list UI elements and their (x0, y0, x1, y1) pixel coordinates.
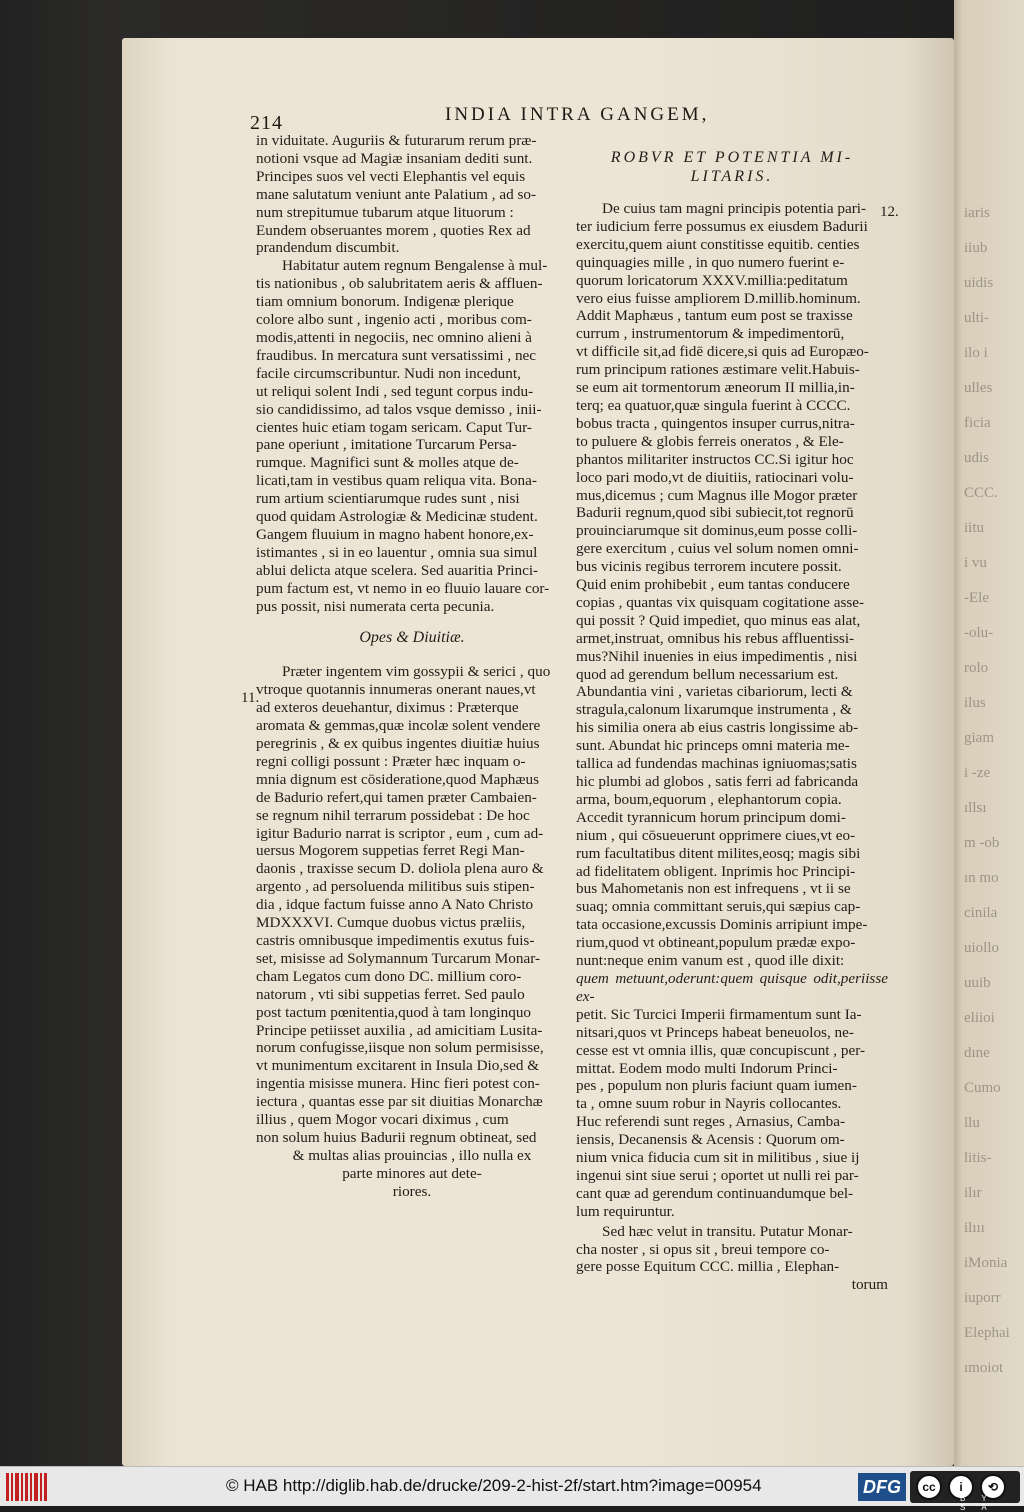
left-p3-line: cham Legatos cum dono DC. millium coro- (256, 967, 522, 985)
right-p1-line: bus vicinis regibus terrorem incutere possit. (576, 558, 842, 576)
adjacent-page-fragment: -olu- (964, 625, 994, 641)
adjacent-page-fragment: -Ele (964, 590, 989, 606)
page-number: 214 (250, 112, 283, 134)
adjacent-page-fragment: ulles (964, 380, 993, 396)
footer-copyright-link[interactable]: © HAB http://diglib.hab.de/drucke/209-2-hist-2f/start.htm?image=00954 (226, 1476, 762, 1495)
left-p2-line: Gangem fluuium in magno habent honore,ex- (256, 525, 534, 543)
right-p1-line: nium , qui cōsueuerunt opprimere ciues,vt eo- (576, 826, 856, 844)
left-p3-line: de Badurio refert,qui tamen præter Cambaien- (256, 788, 537, 806)
right-p1-line: mus,dicemus ; cum Magnus ille Mogor præter (576, 486, 858, 504)
left-p2-line: ablui delicta atque scelera. Sed auaritia Princi- (256, 561, 539, 579)
dfg-logo-icon[interactable]: DFG (858, 1473, 906, 1501)
right-p1-line: prouinciarumque sit dominus,eum posse colli- (576, 522, 858, 540)
left-p2-line: colore albo sunt , ingenio acti , moribus com- (256, 311, 532, 329)
right-p1-line: ad fidelitatem obligent. Inprimis hoc Principi- (576, 862, 856, 880)
left-p3-line: illius , quem Mogor vocari diximus , cum (256, 1111, 509, 1129)
adjacent-page-fragment: eliioi (964, 1010, 995, 1026)
right-p1-line: petit. Sic Turcici Imperii firmamentum sunt Ia- (576, 1005, 862, 1023)
adjacent-page-fragment: i -ze (964, 765, 991, 781)
adjacent-page-fragment: ilus (964, 695, 986, 711)
right-p1-line: phantos militariter instructos CC.Si igitur hoc (576, 450, 854, 468)
left-p3-line: vtroque quotannis innumeras onerant naues,vt (256, 681, 536, 699)
adjacent-page-fragment: ilo i (964, 345, 988, 361)
right-p1-line: hic plumbi ad globos , satis ferri ad fabricanda (576, 773, 859, 790)
left-p1-line: Principes suos vel vecti Elephantis vel equis (256, 167, 526, 185)
left-p2-line: tiam omnium bonorum. Indigenæ plerique (256, 293, 514, 311)
right-p1-line: Addit Maphæus , tantum eum post se traxisse (576, 307, 853, 325)
right-p1-line: nunt:neque enim vanum est , quod ille dixit: (576, 952, 845, 970)
adjacent-page-fragment: uidis (964, 275, 994, 291)
left-p3-line: MDXXXVI. Cumque duobus victus præliis, (256, 914, 526, 932)
section-heading-opes: Opes & Diuitiæ. (359, 629, 465, 647)
left-closing-line: riores. (392, 1182, 432, 1200)
left-p3-line: ingentia misisse munera. Hinc fieri potest con- (256, 1075, 540, 1093)
left-paragraph-2 (256, 257, 568, 615)
right-p1-line: loco pari modo,vt de diuitiis, ratiocinari volu- (576, 468, 854, 486)
left-p3-line: ad exteros deuehantur, diximus : Præterque (256, 699, 519, 717)
left-p2-line: pus possit, nisi numerata certa pecunia. (256, 597, 495, 615)
right-p1-line: terq; ea quatuor,quæ singula fuerint à CCCC. (576, 396, 851, 414)
adjacent-page-fragment: Elephai (964, 1325, 1010, 1341)
footer-bar (0, 1466, 1024, 1512)
left-p3-line: peregrinis , & ex quibus ingentes diuitiæ huius (256, 735, 540, 752)
right-p1-line: iensis, Decanensis & Acensis : Quorum om- (576, 1131, 845, 1149)
marginal-number-11: 11. (241, 690, 260, 706)
left-p3-line: regni colligi possunt : Præter hæc inquam o- (256, 752, 526, 770)
left-closing-lines (256, 1147, 568, 1201)
section-heading-robur (576, 148, 888, 186)
right-p1-line: currum , instrumentorum & impedimentorū, (576, 325, 845, 343)
right-heading-line: LITARIS. (690, 168, 774, 185)
adjacent-page-fragment: giam (964, 730, 994, 746)
right-p1-line: gere exercitum , cuius vel solum nomen omni- (576, 540, 859, 558)
right-p1-line: copias , quantas vix quisquam cogitatione asse- (576, 593, 865, 611)
left-p3-line: Principe petiisset auxilia , ad amicitiam Lusita- (256, 1021, 543, 1039)
right-p1-line: quod ad gerendum bellum necessarium est. (576, 665, 839, 683)
left-column (256, 132, 568, 1201)
right-p1-line: cant quæ ad gerendum continuandumque bel- (576, 1184, 854, 1202)
adjacent-page-fragment: CCC. (964, 485, 998, 501)
right-p1-line: Accedit tyrannicum horum principum domi- (576, 808, 846, 826)
left-p2-line: tis nationibus , ob salubritatem aeris & affluen- (256, 275, 543, 293)
adjacent-page-fragment: uiollo (964, 940, 1000, 956)
cc-sa-icon: ⟲ (980, 1474, 1006, 1500)
hab-logo-icon (6, 1473, 48, 1501)
right-p2-line: gere posse Equitum CCC. millia , Elephan- (576, 1258, 840, 1276)
right-p1-line: Badurii regnum,quod sibi subiecit,tot regnorū (576, 504, 854, 522)
right-p1-line: to puluere & globis ferreis oneratos , & Ele- (576, 432, 844, 450)
right-p1-line: nitsari,quos vt Princeps habeat beneuolos, ne- (576, 1023, 854, 1041)
adjacent-page-fragment: ulti- (964, 310, 989, 326)
left-p3-line: mnia dignum est cōsideratione,quod Maphæus (256, 770, 540, 788)
left-p2-line: sio candidissimo, ad talos vsque demisso , inii- (256, 400, 542, 418)
left-p1-line: mane salutatum veniunt ante Palatium , ad so- (256, 185, 537, 203)
left-p2-line: modis,attenti in negociis, nec omnino alieni à (256, 328, 532, 346)
left-p2-line: rum artium scientiarumque rudes sunt , nisi (256, 490, 520, 508)
left-p3-line: daonis , traxisse secum D. doliola plena auro & (256, 860, 544, 878)
right-p2-line: Sed hæc velut in transitu. Putatur Monar- (602, 1222, 853, 1240)
left-p3-line: iectura , quantas esse par sit diuitias Monarchæ (256, 1093, 543, 1111)
left-p2-line: pum factum est, vt nemo in eo fluuio lauare cor- (256, 579, 550, 597)
adjacent-page-edge (954, 0, 1024, 1466)
left-p2-line: fraudibus. In mercatura sunt versatissimi , nec (256, 346, 537, 364)
right-p2-line: cha noster , si opus sit , breui tempore co- (576, 1240, 830, 1258)
adjacent-page-fragment: ın mo (964, 870, 999, 886)
adjacent-page-fragment: ilııı (964, 1220, 985, 1236)
right-p1-line: bus Mahometanis non est infrequens , vt ii se (576, 880, 851, 898)
left-p3-line: post tactum pœnitentia,quod à tam longinquo (256, 1003, 532, 1021)
right-p1-line: pes , populum non pluris faciunt quam iumen- (576, 1077, 857, 1095)
cc-icon: cc (916, 1474, 942, 1500)
adjacent-page-fragment: iMonia (964, 1255, 1008, 1271)
adjacent-page-fragment: litis- (964, 1150, 992, 1166)
left-p3-line: igitur Badurio narrat is scriptor , eum , cum ad- (256, 824, 544, 842)
right-p1-line: exercitu,quem aiunt constitisse equitib. centies (576, 235, 860, 253)
left-p2-line: pane operiunt , imitatione Turcarum Persa- (256, 436, 517, 454)
left-closing-line: parte minores aut dete- (342, 1164, 482, 1182)
right-p1-line: rum facultatibus ditent milites,eosq; magis sibi (576, 844, 861, 862)
adjacent-page-fragment: ficia (964, 415, 991, 431)
adjacent-page-fragment: rolo (964, 660, 989, 676)
left-p3-line: castris omnibusque impedimentis exutus fuis- (256, 931, 535, 949)
left-p3-line: norum confugisse,iisque non solum permisisse, (256, 1039, 544, 1057)
left-p2-line: cientes huic etiam togam sericam. Caput Tur- (256, 418, 532, 436)
right-p1-line: ingenui sint siue serui ; oportet ut nulli rei par- (576, 1166, 859, 1184)
left-p3-line: uersus Mogorem suppetias ferret Regi Man- (256, 842, 525, 860)
right-p1-line: se eum ait tormentorum æneorum II millia,in- (576, 379, 855, 397)
adjacent-page-fragment: uuib (964, 975, 991, 991)
left-p3-line: non solum huius Badurii regnum obtineat, sed (256, 1128, 537, 1146)
adjacent-page-fragment: iuporr (964, 1290, 1001, 1306)
right-p1-line: vt difficile sit,ad fidē dicere,si quis ad Europæo- (576, 343, 869, 361)
left-p2-line: facile circumscribuntur. Nudi non incedunt, (256, 364, 521, 382)
left-paragraph-1 (256, 132, 568, 257)
left-p2-line: istimantes , si in eo lauentur , omnia sua simul (256, 543, 538, 561)
right-paragraph-2 (576, 1223, 888, 1277)
adjacent-page-fragment: i vu (964, 555, 987, 571)
left-p2-line: ut reliqui solent Indi , sed tegunt corpus indu- (256, 382, 534, 400)
cc-by-icon: i (948, 1474, 974, 1500)
left-p3-line: natorum , vti sibi suppetias ferret. Sed paulo (256, 985, 525, 1003)
left-closing-line: & multas alias prouincias , illo nulla ex (292, 1146, 532, 1164)
right-p1-line: armet,instruat, omnibus his rebus affluentissi- (576, 629, 855, 647)
running-head: INDIA INTRA GANGEM, (445, 104, 710, 125)
right-p1-line: qui possit ? Quid impediet, quo minus eas alat, (576, 611, 861, 629)
right-p1-line: mus?Nihil inuenies in eius impedimentis , nisi (576, 647, 858, 665)
left-paragraph-3 (256, 663, 568, 1146)
adjacent-page-fragment: Cumo (964, 1080, 1001, 1096)
adjacent-page-fragment: ıllsı (964, 800, 987, 816)
left-p1-line: Eundem obseruantes morem , quoties Rex ad (256, 221, 531, 239)
right-p1-line: Huc referendi sunt reges , Arnasius, Camba- (576, 1113, 846, 1131)
left-p3-line: se regnum nihil terrarum possidebat : De hoc (256, 806, 530, 824)
right-p1-line: lum requiruntur. (576, 1202, 675, 1220)
left-p3-line: vt munimentum excitarent in Insula Dio,sed & (256, 1057, 540, 1075)
right-p1-line: ta , omne suum robur in Nayris collocantes. (576, 1095, 842, 1113)
left-p2-line: Habitatur autem regnum Bengalense à mul- (282, 257, 548, 275)
right-p1-line: tallica ad fundendas machinas igniuomas;satis (576, 755, 857, 773)
left-p1-line: in viduitate. Auguriis & futurarum rerum præ- (256, 132, 537, 149)
right-p1-line: quem metuunt,oderunt:quem quisque odit,periisse ex- (576, 969, 888, 1005)
left-p1-line: notioni vsque ad Magiæ insaniam dediti sunt. (256, 149, 533, 167)
right-p1-line: his similia onera ab eius castris longissime ab- (576, 719, 859, 737)
adjacent-page-fragment: iiub (964, 240, 988, 256)
right-p1-line: vero eius fuisse ampliorem D.millib.hominum. (576, 289, 861, 307)
right-p1-line: sunt. Abundat hic princeps omni materia me- (576, 737, 850, 755)
right-p1-line: cesse est vt omnia illis, quæ concupiscunt , per- (576, 1041, 866, 1059)
right-p1-line: Abundantia vini , varietas cibariorum, lecti & (576, 683, 853, 701)
right-p1-line: stragula,calonum lixarumque instrumenta , & (576, 701, 852, 719)
right-p1-line: ter iudicium ferre possumus ex eiusdem Badurii (576, 217, 868, 235)
left-p2-line: quod quidam Astrologiæ & Medicinæ student. (256, 508, 538, 526)
left-p3-line: Præter ingentem vim gossypii & serici , quo (282, 663, 551, 681)
adjacent-page-fragment: ilır (964, 1185, 982, 1201)
adjacent-page-fragment: m -ob (964, 835, 1000, 851)
right-p1-line: nium vnica fiducia cum sit in militibus , siue ij (576, 1149, 860, 1167)
adjacent-page-fragment: dıne (964, 1045, 990, 1061)
right-p1-line: tata occasione,excussis Dominis arripiunt impe- (576, 916, 868, 934)
left-p2-line: rumque. Magnifici sunt & molles atque de- (256, 454, 519, 472)
catchword: torum (851, 1276, 888, 1294)
right-paragraph-1 (576, 200, 888, 1221)
left-p3-line: set, misisse ad Solymannum Turcarum Monar- (256, 949, 541, 967)
right-p1-line: arma, boum,equorum , elephantorum copia. (576, 790, 842, 808)
left-p1-line: prandendum discumbit. (256, 239, 400, 257)
left-p1-line: num strepitumue tubarum atque lituorum : (256, 203, 514, 221)
adjacent-page-fragment: llu (964, 1115, 980, 1131)
right-p1-line: Quid enim prohibebit , eum tantas conducere (576, 576, 850, 594)
adjacent-page-fragment: iitu (964, 520, 985, 536)
right-p1-line: quinquagies mille , in quo numero fuerint e- (576, 253, 845, 271)
left-p3-line: argento , ad persoluenda militibus suis stipen- (256, 878, 535, 896)
adjacent-page-fragment: cinila (964, 905, 998, 921)
right-column (576, 148, 888, 1294)
left-p3-line: aromata & gemmas,quæ incolæ solent vendere (256, 717, 541, 735)
marginal-number-12: 12. (880, 204, 899, 220)
right-p1-line: quorum loricatorum XXXV.millia:peditatum (576, 271, 848, 289)
right-p1-line: bobus tracta , quingentos insuper currus,nitra- (576, 414, 855, 432)
right-p1-line: rium,quod vt obtineant,populum prædæ expo- (576, 934, 856, 952)
adjacent-page-fragment: ımoiot (964, 1360, 1004, 1376)
right-p1-line: rum principum rationes æstimare velit.Habuis- (576, 361, 860, 379)
left-p2-line: licati,tam in vestibus quam reliqua vita. Bona- (256, 472, 537, 490)
right-heading-line: ROBVR ET POTENTIA MI- (610, 149, 854, 166)
adjacent-page-fragment: iaris (964, 205, 990, 221)
adjacent-page-fragment: udis (964, 450, 990, 466)
right-p1-line: mittat. Eodem modo multi Indorum Princi- (576, 1059, 838, 1077)
left-p3-line: dia , idque factum fuisse anno A Nato Christo (256, 896, 534, 914)
right-p1-line: suaq; omnia committant seruis,qui sæpius cap- (576, 898, 861, 916)
right-p1-line: De cuius tam magni principis potentia pari- (602, 200, 867, 217)
cc-license-labels: BY SA (960, 1494, 1003, 1512)
